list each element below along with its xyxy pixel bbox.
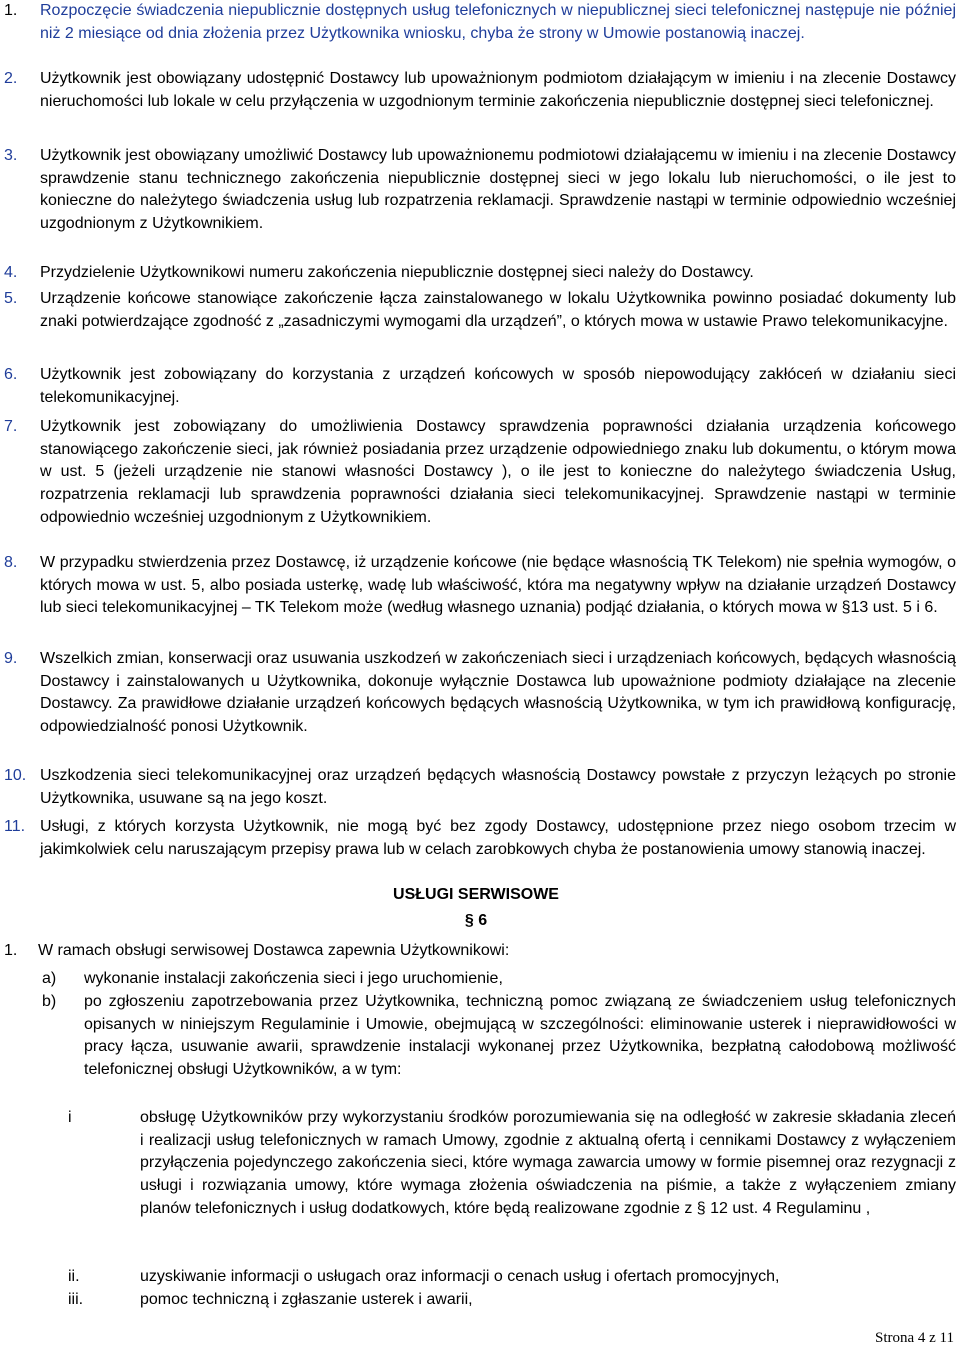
item-number: 7. [4, 418, 18, 435]
sub-text: po zgłoszeniu zapotrzebowania przez Użytkownika, techniczną pomoc związaną ze świadczeniem usług telefonicznych opisanych w niniejszym Regulaminie i Umowie, obejmującą w szczególności: eliminowanie usterek i nieprawidłowości w pracy łącza, usuwanie awarii, sprawdzenie instalacji wykonanej przez Użytkownika, bezpłatną całodobową możliwość telefonicznej obsługi Użytkowników, a w tym: [84, 993, 956, 1079]
item-text: Urządzenie końcowe stanowiące zakończenie łącza zainstalowanego w lokalu Użytkownika powinno posiadać dokumenty lub znaki potwierdzające zgodność z „zasadniczymi wymogami dla urządzeń”, o których mowa w ustawie Prawo telekomunikacyjne. [40, 290, 956, 330]
item-number: 3. [4, 147, 18, 164]
list-item [0, 288, 960, 333]
list-item [0, 364, 960, 409]
item-number: 2. [4, 70, 18, 87]
section-title: USŁUGI SERWISOWE [393, 886, 559, 903]
item-text: Użytkownik jest obowiązany umożliwić Dostawcy lub upoważnionemu podmiotowi działającemu w imieniu i na zlecenie Dostawcy sprawdzenie stanu technicznego zakończenia niepublicznie dostępnej sieci w jego lokalu lub nieruchomości, o ile jest to konieczne do należytego świadczenia usług lub rozpatrzenia reklamacji. Sprawdzenie nastąpi w terminie odpowiednio wcześniej uzgodnionym z Użytkownikiem. [40, 147, 956, 233]
sub-label: b) [42, 993, 57, 1010]
item-text: Usługi, z których korzysta Użytkownik, nie mogą być bez zgody Dostawcy, udostępnione przez niego osobom trzecim w jakimkolwiek celu naruszającym przepisy prawa lub w celach zarobkowych chyba że postanowienia umowy stanowią inaczej. [40, 818, 956, 858]
item-number: 5. [4, 290, 18, 307]
sub-item-a [0, 968, 960, 991]
list-item [0, 68, 960, 113]
item-text: Uszkodzenia sieci telekomunikacyjnej oraz urządzeń będących własnością Dostawcy powstałe z przyczyn leżących po stronie Użytkownika, usuwane są na jego koszt. [40, 767, 956, 807]
item-number: 11. [4, 818, 26, 835]
item-text: Wszelkich zmian, konserwacji oraz usuwania uszkodzeń w zakończeniach sieci i urządzeniach końcowych, będących własnością Dostawcy i zainstalowanych u Użytkownika, dokonuje wyłącznie Dostawca lub upoważnione podmioty działające na zlecenie Dostawcy. Za prawidłowe działanie urządzeń końcowych będących własnością Użytkownika, w tym ich prawidłową konfigurację, odpowiedzialność ponosi Użytkownik. [40, 650, 956, 736]
list-item [0, 145, 960, 236]
roman-text: pomoc techniczną i zgłaszanie usterek i awarii, [140, 1291, 473, 1308]
roman-item-ii [0, 1266, 960, 1289]
item-text: W przypadku stwierdzenia przez Dostawcę, iż urządzenie końcowe (nie będące własnością TK Telekom) nie spełnia wymogów, o których mowa w ust. 5, albo posiada usterkę, wadę lub właściwość, która ma negatywny wpływ na działanie urządzeń Dostawcy lub sieci telekomunikacyjnej – TK Telekom może (według własnego uznania) podjąć działania, o których mowa w §13 ust. 5 i 6. [40, 554, 956, 617]
section-paragraph: § 6 [464, 912, 488, 929]
sub-text: wykonanie instalacji zakończenia sieci i jego uruchomienie, [84, 970, 503, 987]
roman-item-i [0, 1107, 960, 1221]
item-text: W ramach obsługi serwisowej Dostawca zapewnia Użytkownikowi: [38, 942, 510, 959]
item-number: 10. [4, 767, 27, 784]
list-item [0, 552, 960, 620]
sub-item-b [0, 991, 960, 1082]
item-number: 8. [4, 554, 18, 571]
roman-label: ii. [68, 1268, 80, 1285]
list-item [0, 648, 960, 739]
roman-label: iii. [68, 1291, 84, 1308]
roman-item-iii [0, 1289, 960, 1312]
roman-label: i [68, 1109, 72, 1126]
item-number: 4. [4, 264, 18, 281]
list-item [0, 0, 960, 45]
item-number: 6. [4, 366, 18, 383]
list-item [0, 765, 960, 810]
item-text: Przydzielenie Użytkownikowi numeru zakończenia niepublicznie dostępnej sieci należy do Dostawcy. [40, 264, 754, 281]
page-number: Strona 4 z 11 [874, 1330, 954, 1346]
list-item [0, 416, 960, 530]
item-text: Rozpoczęcie świadczenia niepublicznie dostępnych usług telefonicznych w niepublicznej sieci telefonicznej następuje nie później niż 2 miesiące od dnia złożenia przez Użytkownika wniosku, chyba że strony w Umowie postanowią inaczej. [40, 2, 956, 42]
sub-label: a) [42, 970, 57, 987]
list-item [0, 940, 960, 963]
item-number: 1. [4, 2, 18, 19]
item-text: Użytkownik jest zobowiązany do umożliwienia Dostawcy sprawdzenia poprawności działania urządzenia końcowego stanowiącego zakończenie sieci, jak również posiadania przez urządzenie odpowiedniego znaku lub dokumentu, o którym mowa w ust. 5 (jeżeli urządzenie nie stanowi własności Dostawcy ), o ile jest to konieczne do należytego świadczenia Usług, rozpatrzenia reklamacji lub sprawdzenia poprawności działania sieci telekomunikacyjnej. Sprawdzenie nastąpi w terminie odpowiednio wcześniej uzgodnionym z Użytkownikiem. [40, 418, 956, 526]
list-item [0, 262, 960, 285]
item-number: 1. [4, 942, 18, 959]
list-item [0, 816, 960, 861]
roman-text: uzyskiwanie informacji o usługach oraz informacji o cenach usług i ofertach promocyjnych, [140, 1268, 780, 1285]
roman-text: obsługę Użytkowników przy wykorzystaniu środków porozumiewania się na odległość w zakresie składania zleceń i realizacji usług telefonicznych w ramach Umowy, zgodnie z aktualną ofertą i cennikami Dostawcy z wyłączeniem przyłączenia pojedynczego zakończenia sieci, które wymaga zawarcia umowy w formie pisemnej oraz rezygnacji z usługi i rozwiązania umowy, które wymaga złożenia oświadczenia na piśmie, a także z wyłączeniem zmiany planów telefonicznych i usług dodatkowych, które będą realizowane zgodnie z § 12 ust. 4 Regulaminu , [140, 1109, 956, 1217]
item-number: 9. [4, 650, 18, 667]
item-text: Użytkownik jest zobowiązany do korzystania z urządzeń końcowych w sposób niepowodujący zakłóceń w działaniu sieci telekomunikacyjnej. [40, 366, 956, 406]
item-text: Użytkownik jest obowiązany udostępnić Dostawcy lub upoważnionym podmiotom działającym w imieniu i na zlecenie Dostawcy nieruchomości lub lokale w celu przyłączenia w uzgodnionym terminie zakończenia niepublicznie dostępnej sieci telefonicznej. [40, 70, 956, 110]
